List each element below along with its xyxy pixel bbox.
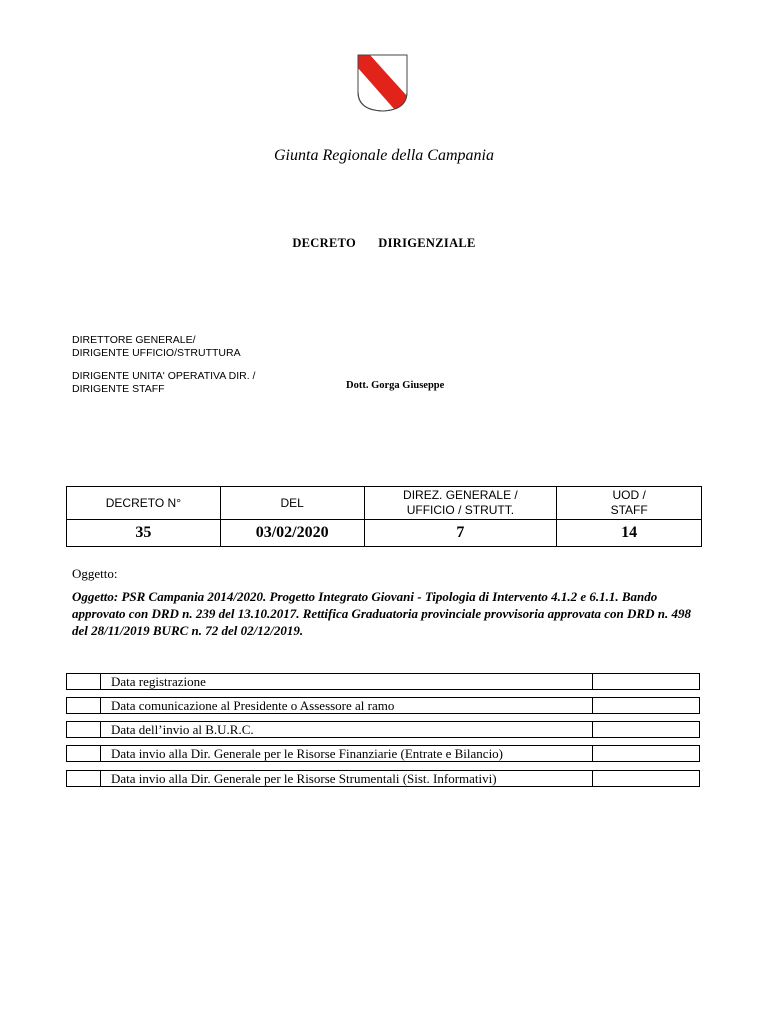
decree-date: 03/02/2020 — [220, 520, 364, 547]
header-direzione — [364, 487, 557, 520]
registry-date-cell — [592, 722, 699, 737]
signer-name: Dott. Gorga Giuseppe — [346, 380, 445, 391]
decree-number: 35 — [67, 520, 221, 547]
registry-checkbox-cell — [67, 771, 101, 786]
registry-row — [66, 697, 700, 714]
registry-row — [66, 745, 700, 762]
regione-campania-emblem — [355, 52, 410, 114]
registry-label: Data invio alla Dir. Generale per le Risorse Strumentali (Sist. Informativi) — [111, 771, 497, 786]
table-value-row — [67, 520, 702, 547]
page-title: Giunta Regionale della Campania — [274, 147, 494, 164]
header-uod — [557, 487, 702, 520]
header-line: STAFF — [610, 503, 648, 517]
oggetto-label: Oggetto: — [72, 566, 118, 581]
oggetto-text: Oggetto: PSR Campania 2014/2020. Progetto Integrato Giovani - Tipologia di Intervento 4.1.2 e 6.1.1. Bando approvato con DRD n. 239 del 13.10.2017. Rettifica Graduatoria provinciale provvisoria approvata con DRD n. 498 del 28/11/2019 BURC n. 72 del 02/12/2019. — [72, 589, 691, 638]
header-line: UFFICIO / STRUTT. — [406, 503, 515, 517]
header-del: DEL — [220, 487, 364, 520]
registry-date-cell — [592, 746, 699, 761]
role-line: DIRIGENTE STAFF — [72, 383, 165, 395]
registry-date-cell — [592, 771, 699, 786]
registry-row — [66, 721, 700, 738]
registry-date-cell — [592, 674, 699, 689]
document-type: DECRETO DIRIGENZIALE — [292, 236, 476, 250]
registry-checkbox-cell — [67, 746, 101, 761]
registry-checkbox-cell — [67, 722, 101, 737]
decree-table — [66, 486, 702, 547]
role-line: DIRIGENTE UFFICIO/STRUTTURA — [72, 347, 241, 359]
registry-checkbox-cell — [67, 674, 101, 689]
registry-label: Data invio alla Dir. Generale per le Risorse Finanziarie (Entrate e Bilancio) — [111, 746, 504, 761]
registry-row — [66, 673, 700, 690]
registry-label: Data comunicazione al Presidente o Assessore al ramo — [111, 698, 395, 713]
role-director-general — [72, 334, 241, 360]
direzione-value: 7 — [364, 520, 557, 547]
header-decreto: DECRETO N° — [67, 487, 221, 520]
uod-value: 14 — [557, 520, 702, 547]
registry-row — [66, 770, 700, 787]
registry-label: Data dell’invio al B.U.R.C. — [111, 722, 254, 737]
registry-date-cell — [592, 698, 699, 713]
role-unit-manager — [72, 370, 255, 396]
table-header-row — [67, 487, 702, 520]
registry-label: Data registrazione — [111, 674, 206, 689]
role-line: DIRIGENTE UNITA' OPERATIVA DIR. / — [72, 370, 256, 382]
header-line: DIREZ. GENERALE / — [403, 488, 518, 502]
role-line: DIRETTORE GENERALE/ — [72, 334, 196, 346]
header-line: UOD / — [612, 488, 646, 502]
registry-checkbox-cell — [67, 698, 101, 713]
